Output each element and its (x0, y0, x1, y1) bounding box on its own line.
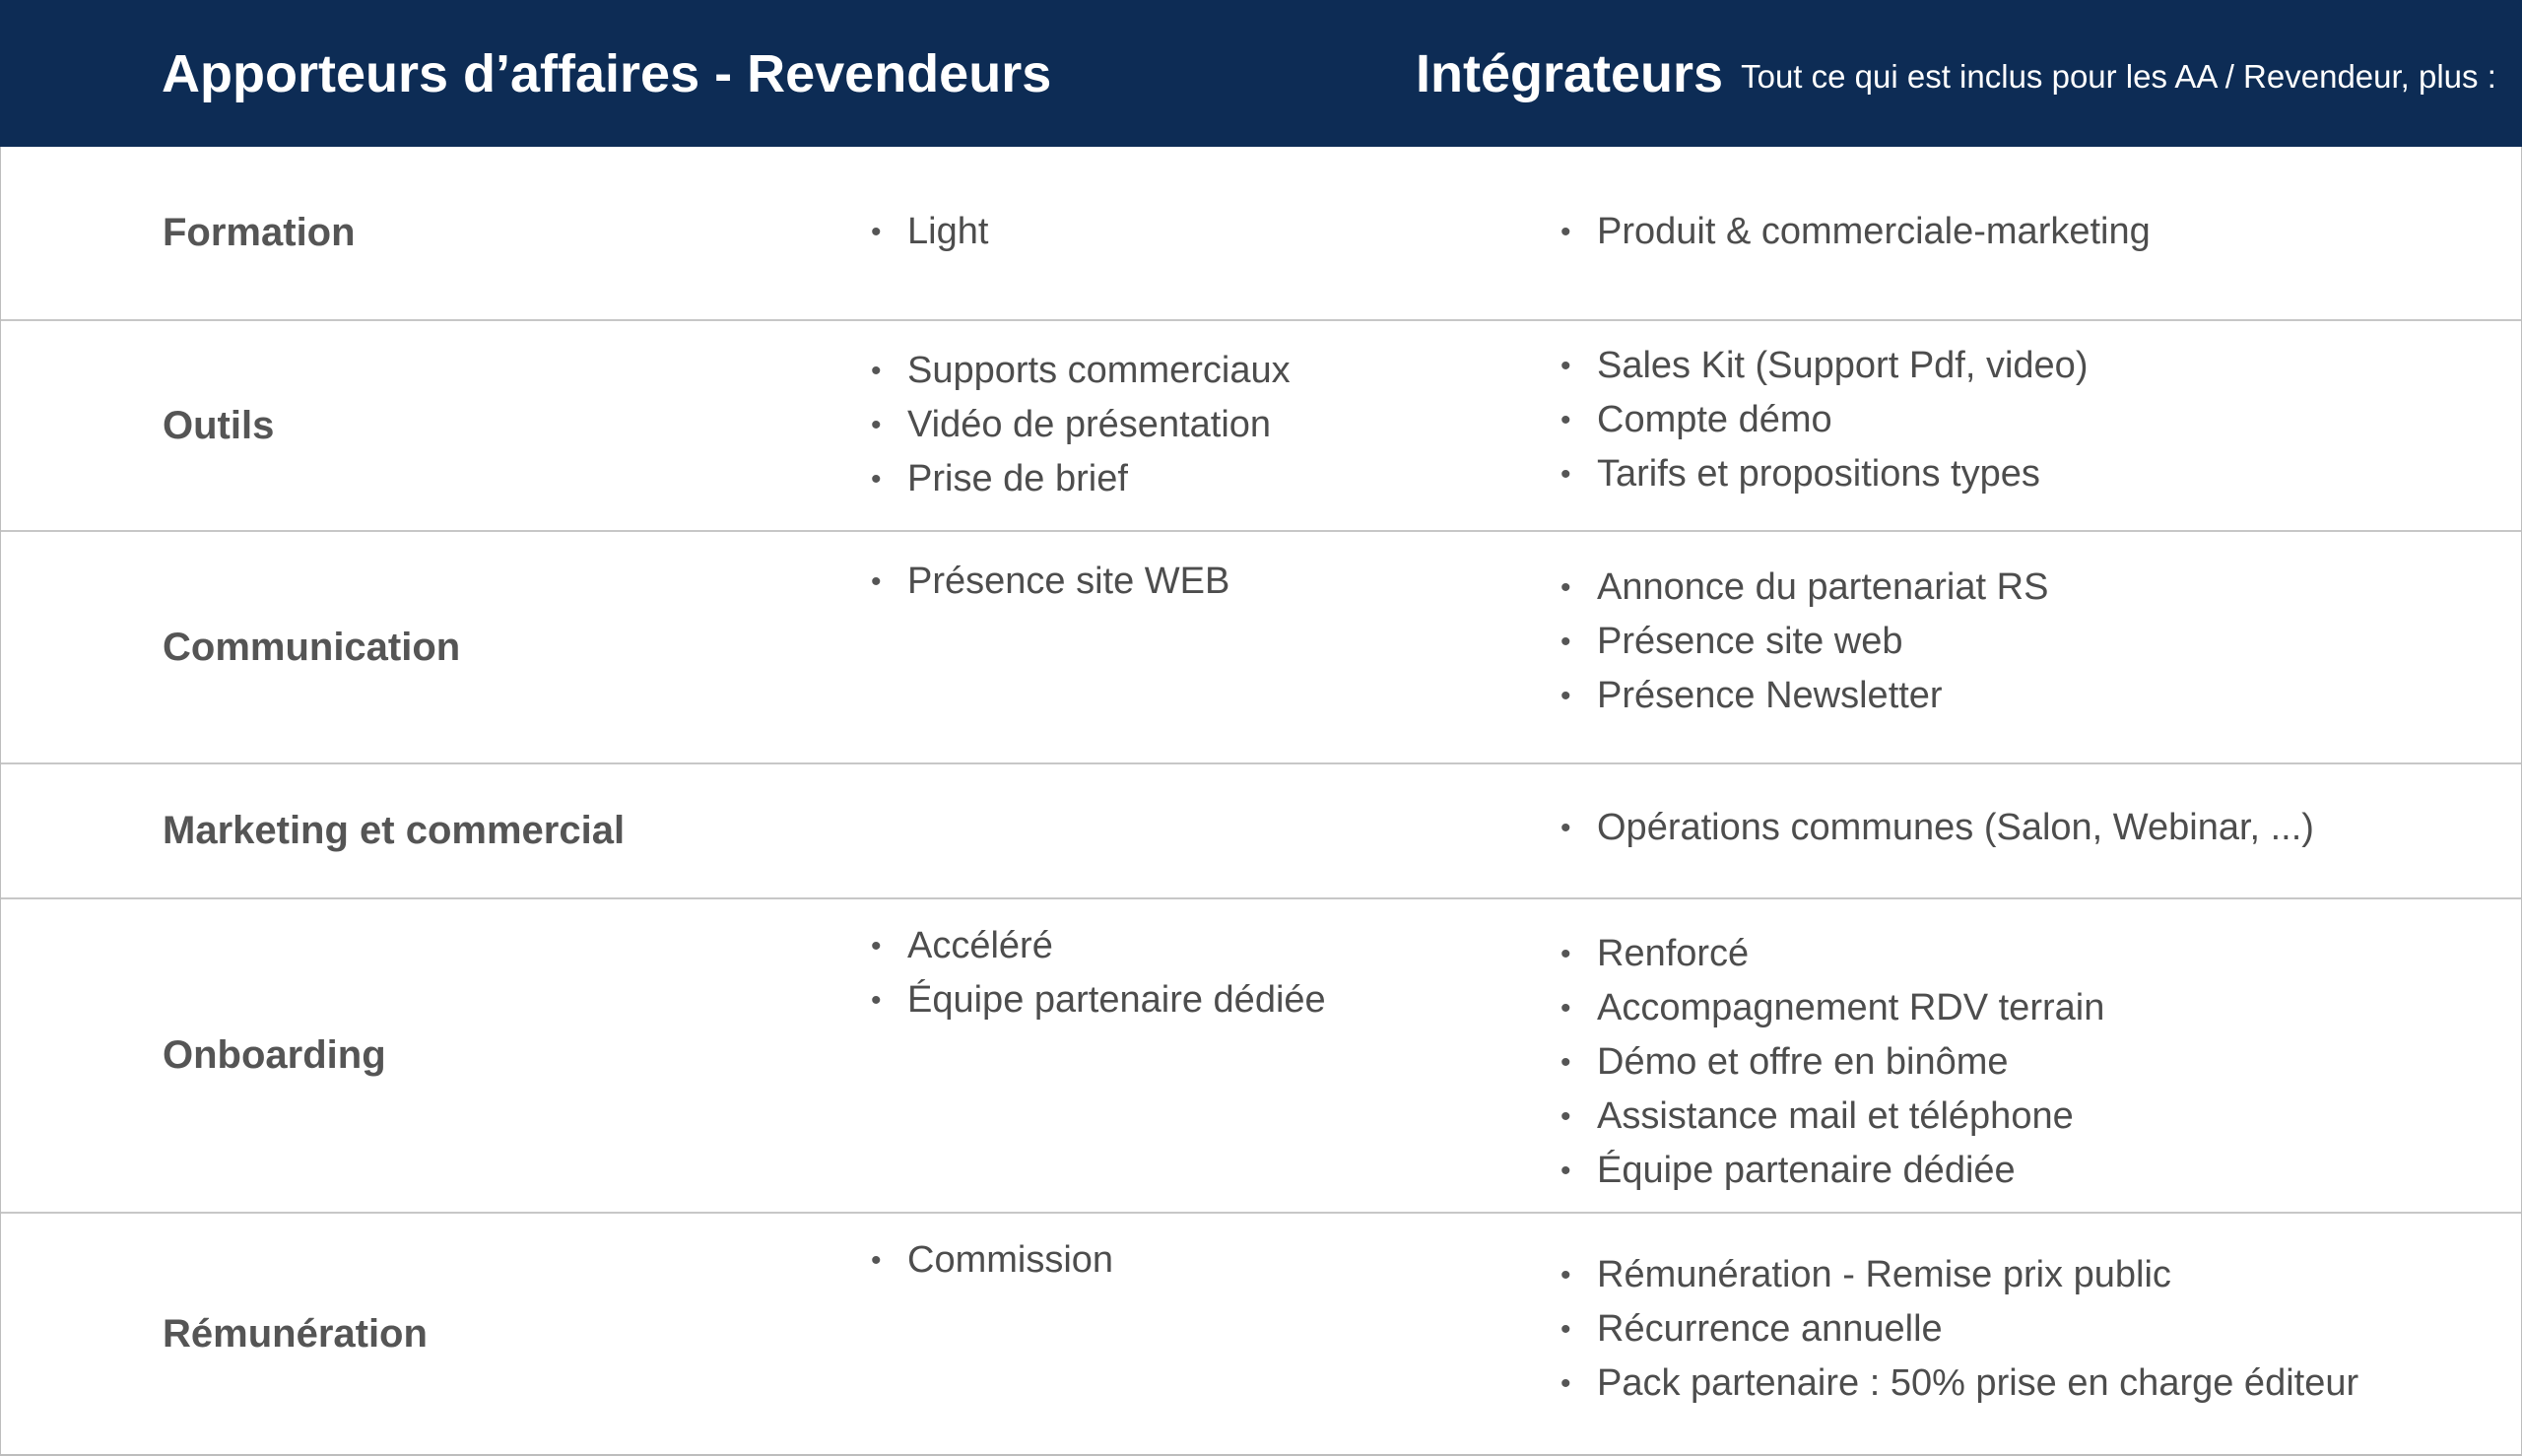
header-integrateurs-subtitle: Tout ce qui est inclus pour les AA / Revendeur, plus : (1741, 57, 2496, 95)
list-item: • Présence Newsletter (1560, 669, 2048, 723)
list-item: • Présence site web (1560, 615, 2048, 669)
integrateurs-list (1560, 205, 2151, 259)
aa-list (871, 919, 1326, 1027)
aa-list (871, 555, 1229, 609)
list-item: • Accompagnement RDV terrain (1560, 981, 2104, 1035)
header-integrateurs (1416, 0, 2496, 147)
integrateurs-list (1560, 561, 2048, 723)
table-row-formation (1, 147, 2521, 321)
aa-list (871, 344, 1291, 506)
table-row-remuneration (1, 1214, 2521, 1454)
list-item: • Opérations communes (Salon, Webinar, ...) (1560, 801, 2314, 855)
list-item: • Vidéo de présentation (871, 398, 1291, 452)
list-item: • Pack partenaire : 50% prise en charge éditeur (1560, 1357, 2358, 1411)
row-label: Communication (163, 625, 461, 669)
list-item: • Renforcé (1560, 927, 2104, 981)
list-item: • Produit & commerciale-marketing (1560, 205, 2151, 259)
list-item: • Accéléré (871, 919, 1326, 973)
integrateurs-list (1560, 801, 2314, 855)
integrateurs-list (1560, 927, 2104, 1198)
list-item: • Récurrence annuelle (1560, 1302, 2358, 1357)
comparison-table (0, 147, 2522, 1456)
list-item: • Compte démo (1560, 393, 2088, 447)
list-item: • Tarifs et propositions types (1560, 447, 2088, 501)
row-label: Rémunération (163, 1311, 428, 1356)
list-item: • Équipe partenaire dédiée (871, 973, 1326, 1027)
header-integrateurs-title: Intégrateurs (1416, 43, 1724, 103)
aa-list (871, 1233, 1113, 1288)
list-item: • Rémunération - Remise prix public (1560, 1248, 2358, 1302)
list-item: • Annonce du partenariat RS (1560, 561, 2048, 615)
integrateurs-list (1560, 339, 2088, 501)
table-header (0, 0, 2522, 147)
table-row-onboarding (1, 899, 2521, 1214)
aa-list (871, 205, 988, 259)
row-label: Marketing et commercial (163, 809, 626, 852)
table-row-marketing (1, 764, 2521, 899)
list-item: • Sales Kit (Support Pdf, video) (1560, 339, 2088, 393)
row-label: Onboarding (163, 1033, 386, 1077)
list-item: • Prise de brief (871, 452, 1291, 506)
table-row-communication (1, 532, 2521, 764)
list-item: • Commission (871, 1233, 1113, 1288)
row-label: Outils (163, 403, 275, 447)
list-item: • Assistance mail et téléphone (1560, 1090, 2104, 1144)
row-label: Formation (163, 211, 356, 254)
list-item: • Présence site WEB (871, 555, 1229, 609)
list-item: • Démo et offre en binôme (1560, 1035, 2104, 1090)
list-item: • Light (871, 205, 988, 259)
integrateurs-list (1560, 1248, 2358, 1411)
header-aa-revendeurs: Apporteurs d’affaires - Revendeurs (162, 43, 1052, 103)
list-item: • Équipe partenaire dédiée (1560, 1144, 2104, 1198)
list-item: • Supports commerciaux (871, 344, 1291, 398)
table-row-outils (1, 321, 2521, 532)
